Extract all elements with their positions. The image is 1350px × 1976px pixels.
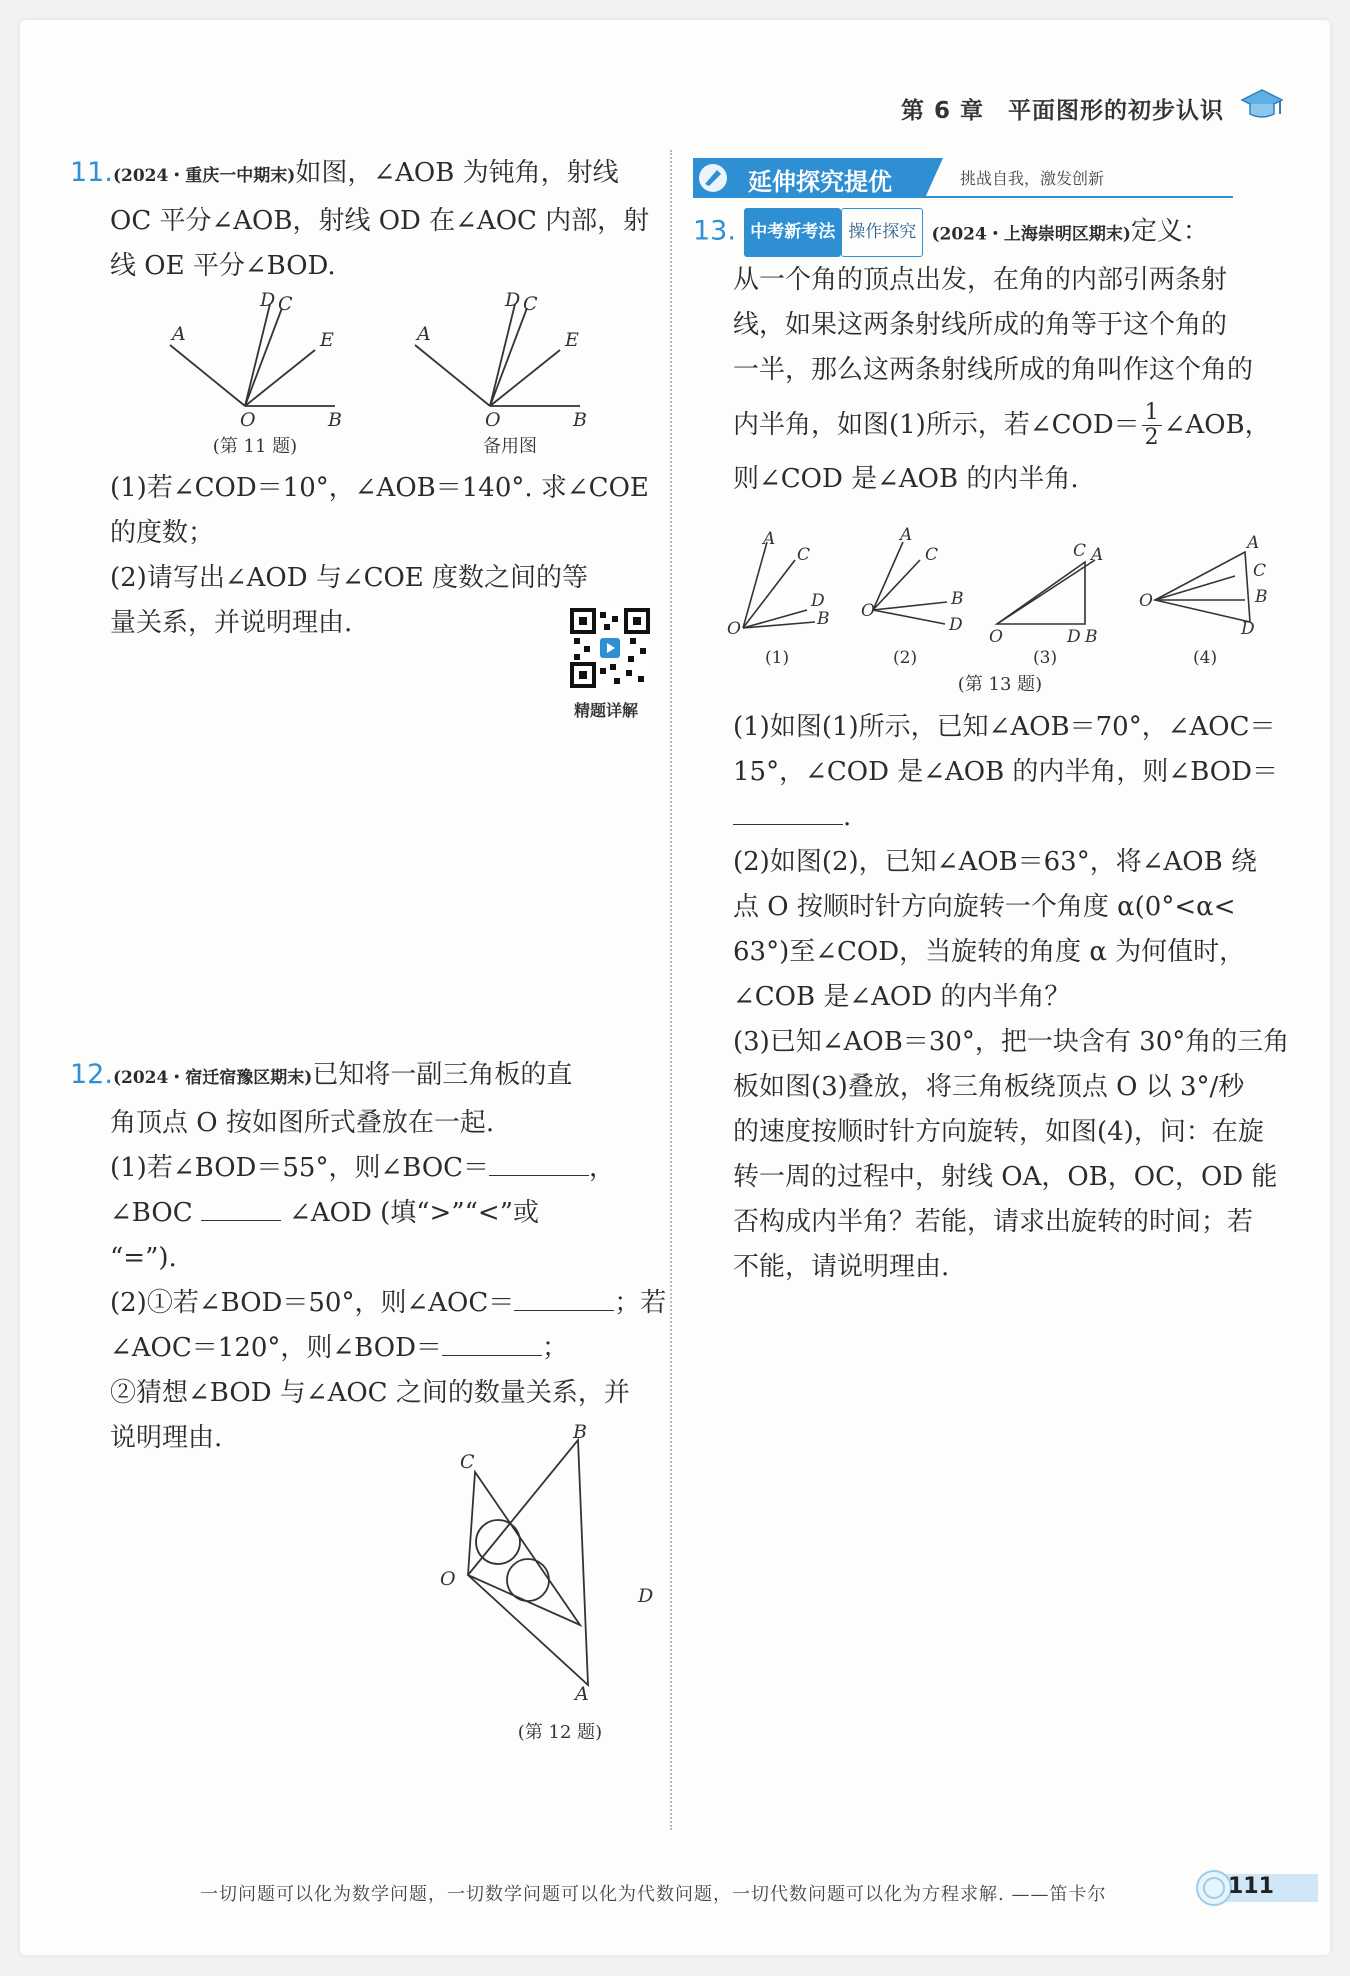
punctuation: ， [589,1153,616,1183]
ray-OA [170,345,245,406]
answer-blank[interactable] [201,1194,281,1221]
triangle-OBA [468,1440,588,1685]
label-C: C [460,1451,475,1473]
question-13-parts [733,705,1293,1290]
punctuation: ； [541,1333,568,1363]
definition-text: 从一个角的顶点出发，在角的内部引两条射 [733,264,1228,295]
label-B-3: B [1085,627,1098,647]
extension-subtitle: 挑战自我，激发创新 [960,169,1105,188]
label-B: B [817,609,830,629]
label-D: D [638,1585,654,1607]
label-O-3: O [989,627,1003,647]
label-D-2: D [949,615,963,635]
question-text: OC 平分∠AOB，射线 OD 在∠AOC 内部，射 [110,206,650,236]
label-B-2: B [951,589,964,609]
label-C: C [797,545,811,565]
figure-caption: 备用图 [483,436,537,457]
answer-blank[interactable] [442,1329,542,1356]
qr-code-icon[interactable] [570,608,650,688]
page-number: 111 [1228,1874,1274,1899]
label-D-4: D [1241,619,1255,639]
label-C-3: C [1073,541,1087,561]
part-2: (2)请写出∠AOD 与∠COE 度数之间的等 [110,563,589,593]
part-2-text: 说明理由. [110,1423,223,1453]
label-O-2: O [485,409,501,431]
fraction-numerator: 1 [1142,401,1162,426]
question-number: 12. [70,1059,113,1090]
part-1-text: ∠AOD (填“>”“<”或 [289,1198,539,1228]
part-2-text: ∠AOC＝120°，则∠BOD＝ [110,1333,442,1363]
part-2-cont: 量关系，并说明理由. [110,608,353,638]
question-text: 已知将一副三角板的直 [312,1060,573,1090]
label-C: C [278,293,293,315]
qr-label: 精题详解 [574,701,639,720]
label-O: O [440,1568,456,1590]
question-source: (2024・宿迁宿豫区期末) [112,1068,313,1088]
part-1-text: (1)若∠BOD＝55°，则∠BOC＝ [110,1153,490,1183]
label-A: A [763,529,776,549]
question-source: (2024・上海崇明区期末) [931,224,1131,245]
part-2-text: 点 O 按顺时针方向旋转一个角度 α(0°<α< [733,892,1236,922]
part-3-text: (3)已知∠AOB＝30°，把一块含有 30°角的三角 [733,1027,1290,1057]
triangle-OCD [468,1472,580,1625]
fig-label-1: (1) [765,648,790,668]
part-2-text: ∠COB 是∠AOD 的内半角？ [733,982,1071,1012]
label-E-2: E [565,329,579,351]
label-E: E [320,329,334,351]
question-13 [693,208,1293,502]
fig-label-2: (2) [893,648,918,668]
circle-1 [476,1520,520,1564]
label-D-2: D [505,289,521,311]
answer-blank[interactable] [514,1284,614,1311]
definition-text: 内半角，如图(1)所示，若∠COD＝ [733,409,1140,440]
question-12 [70,1052,665,1461]
part-2-text: (2)如图(2)，已知∠AOB＝63°，将∠AOB 绕 [733,847,1257,877]
definition-text: 则∠COD 是∠AOB 的内半角. [733,463,1079,494]
fig-label-4: (4) [1193,648,1218,668]
circle-2 [507,1559,549,1601]
fraction-denominator: 2 [1144,425,1159,450]
label-O: O [727,619,741,639]
fig-label-3: (3) [1033,648,1058,668]
part-1-text: 15°，∠COD 是∠AOB 的内半角，则∠BOD＝ [733,757,1278,787]
question-text: 定义： [1130,216,1209,247]
graduation-cap-icon [1240,86,1284,122]
question-11 [70,150,660,289]
label-B: B [573,1421,587,1443]
chapter-title: 第 6 章 平面图形的初步认识 [900,98,1224,124]
label-O-4: O [1139,591,1153,611]
figure-q11 [160,280,587,431]
figure-caption: (第 13 题) [957,674,1043,695]
footer-quote: 一切问题可以化为数学问题，一切数学问题可以化为代数问题，一切代数问题可以化为方程求解. ——笛卡尔 [200,1884,1107,1905]
part-1-text: ∠BOC [110,1198,193,1228]
figure-q12 [430,1421,670,1705]
label-A-2: A [417,323,431,345]
question-text: 角顶点 O 按如图所式叠放在一起. [110,1108,495,1138]
fraction-half [1142,401,1162,450]
label-D: D [260,289,276,311]
label-O: O [240,409,256,431]
question-number: 13. [693,215,736,247]
label-A-2: A [900,525,913,545]
figure-q13 [725,525,1290,680]
part-1: (1)若∠COD＝10°，∠AOB＝140°. 求∠COE [110,473,649,503]
label-C-2: C [925,545,939,565]
definition-text: 线，如果这两条射线所成的角等于这个角的 [733,309,1228,340]
label-A-3: A [1091,545,1104,565]
figure-caption: (第 12 题) [517,1722,603,1743]
punctuation: ；若 [614,1288,667,1318]
label-B: B [328,409,342,431]
label-B-4: B [1255,587,1268,607]
label-O-2: O [861,601,875,621]
answer-blank[interactable] [489,1149,589,1176]
ray-OD [245,304,270,406]
label-C-4: C [1253,561,1267,581]
column-divider [670,150,672,1830]
figure-caption: (第 11 题) [212,436,298,457]
extension-banner: 延伸探究提优 [748,168,892,196]
punctuation: . [843,802,852,832]
tag-new-exam: 中考新考法 [744,208,841,257]
definition-text: 一半，那么这两条射线所成的角叫作这个角的 [733,354,1254,385]
part-2-text: (2)①若∠BOD＝50°，则∠AOC＝ [110,1288,515,1318]
ray-OD-2 [490,304,515,406]
label-B-2: B [573,409,587,431]
label-A-4: A [1247,533,1260,553]
part-2-text: 63°)至∠COD，当旋转的角度 α 为何值时， [733,937,1246,967]
definition-text: ∠AOB， [1163,409,1271,440]
question-number: 11. [70,157,113,188]
part-3-text: 转一周的过程中，射线 OA，OB，OC，OD 能 [733,1162,1278,1192]
part-3-text: 否构成内半角？若能，请求出旋转的时间；若 [733,1207,1254,1237]
question-text: 如图，∠AOB 为钝角，射线 [295,158,619,188]
part-1-cont: 的度数； [110,518,215,548]
part-2-text: ②猜想∠BOD 与∠AOC 之间的数量关系，并 [110,1378,630,1408]
part-1-text: (1)如图(1)所示，已知∠AOB＝70°，∠AOC＝ [733,712,1276,742]
part-3-text: 板如图(3)叠放，将三角板绕顶点 O 以 3°/秒 [733,1072,1245,1102]
question-text: 线 OE 平分∠BOD. [110,251,336,281]
label-D-3: D [1067,627,1081,647]
label-A: A [575,1683,589,1705]
answer-blank[interactable] [733,798,843,825]
label-C-2: C [523,293,538,315]
question-source: (2024・重庆一中期末) [112,166,296,186]
part-3-text: 不能，请说明理由. [733,1252,950,1282]
tag-operation: 操作探究 [841,208,923,257]
extension-rule [693,196,1233,198]
part-3-text: 的速度按顺时针方向旋转，如图(4)，问：在旋 [733,1117,1264,1147]
part-1-text: “=”). [110,1243,177,1273]
ray-OA-2 [415,345,490,406]
label-A: A [172,323,186,345]
label-D: D [811,591,825,611]
